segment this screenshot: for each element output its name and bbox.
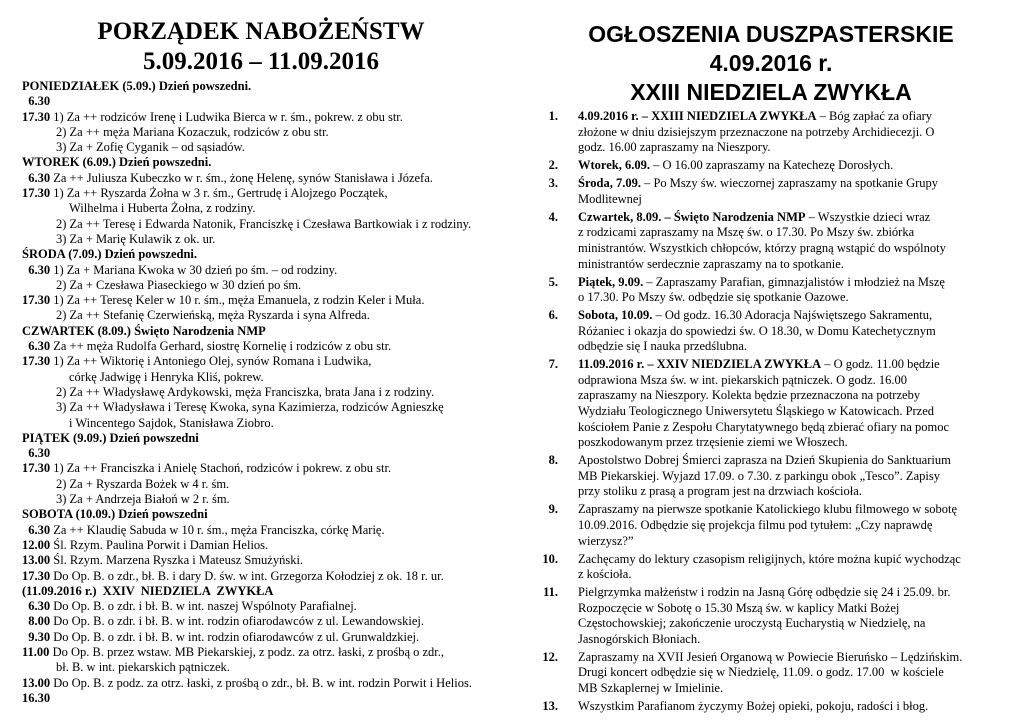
schedule-line [22, 110, 500, 125]
schedule-day-heading [22, 79, 500, 94]
announcement-line [578, 257, 1006, 273]
announcement-text: – Od godz. 16.30 Adoracja Najświętszego Sakramentu, [652, 308, 933, 323]
announcement-line [578, 435, 1006, 451]
schedule-line [22, 293, 500, 308]
schedule-title: PORZĄDEK NABOŻEŃSTW [97, 18, 425, 45]
mass-time: 12.00 [22, 537, 51, 552]
announcement-text: odbędzie się I nauka przedślubna. [578, 339, 748, 354]
announcement-text: zapraszamy na Nieszpory. Kolekta będzie przeznaczona na potrzeby [578, 388, 921, 403]
announcement-text: godz. 16.00 zapraszamy na Nieszpory. [578, 140, 771, 155]
announcement-line [578, 308, 1006, 324]
schedule-line [22, 94, 500, 109]
mass-time: 17.30 [22, 568, 51, 583]
mass-intention: bł. B. w int. piekarskich pątniczek. [56, 660, 230, 675]
mass-intention: 2) Za ++ męża Mariana Kozaczuk, rodziców z obu str. [56, 124, 329, 139]
mass-intention: 1) Za ++ rodziców Irenę i Ludwika Bierca w r. śm., pokrew. z obu str. [50, 109, 403, 124]
announcement-text: – Wszystkie dzieci wraz [805, 209, 931, 224]
mass-time: 16.30 [22, 690, 51, 705]
announcement-text: przy stoliku z prasą a program jest na drzwiach kościoła. [578, 484, 862, 499]
mass-intention: 3) Za + Marię Kulawik z ok. ur. [56, 231, 216, 246]
announcement-text: Rozpoczęcie w Sobotę o 15.30 Mszą św. w kaplicy Matki Bożej [578, 600, 900, 615]
announcement-heading: Piątek, 9.09. [578, 274, 644, 289]
announcement-text: ministrantów. Wszystkich chłopców, którzy pragną wstąpić do wspólnoty [578, 240, 946, 255]
announcement-line [578, 339, 1006, 355]
mass-time: 6.30 [22, 170, 51, 185]
announcement-line [578, 290, 1006, 306]
announcement-line [578, 681, 1006, 697]
announcement-text: Częstochowskiej; zakończenie uroczystą Eucharystią w Niedzielę, na [578, 616, 926, 631]
announcement-text: 10.09.2016. Odbędzie się projekcja filmu pod tytułem: „Czy naprawdę [578, 517, 933, 532]
mass-intention: 1) Za ++ Teresę Keler w 10 r. śm., męża Emanuela, z rodzin Keler i Muła. [50, 293, 425, 308]
announcement-text: z kościoła. [578, 567, 632, 582]
announcement-text: Pielgrzymka małżeństw i rodzin na Jasną Górę odbędzie się 24 i 25.09. br. [578, 585, 951, 600]
announcement-number: 8. [548, 453, 558, 468]
mass-time: 17.30 [22, 186, 51, 201]
schedule-line [22, 416, 500, 431]
mass-time: 6.30 [22, 94, 51, 109]
announcement-text: – O godz. 11.00 będzie [821, 357, 940, 372]
announcement-line [578, 484, 1006, 500]
announcement-line [578, 469, 1006, 485]
mass-time: 9.30 [22, 629, 51, 644]
schedule-line [22, 660, 500, 675]
announcement-line [578, 158, 1006, 174]
announcement-number: 9. [548, 502, 558, 517]
announcement-line [578, 125, 1006, 141]
schedule-line [22, 492, 500, 507]
announcement-item [536, 552, 1006, 583]
announcement-item [536, 585, 1006, 647]
announcement-line [578, 502, 1006, 518]
announcement-item [536, 453, 1006, 500]
announcement-text: poszkodowanym przez trzęsienie ziemi we Włoszech. [578, 435, 848, 450]
announcement-line [578, 632, 1006, 648]
announcement-item [536, 158, 1006, 174]
schedule-day-heading [22, 431, 500, 446]
announcement-item [536, 357, 1006, 451]
schedule-line [22, 232, 500, 247]
schedule-day-heading [22, 507, 500, 522]
announcement-item [536, 699, 1006, 715]
mass-time: 6.30 [22, 262, 51, 277]
mass-intention: 2) Za ++ Stefanię Czerwieńską, męża Ryszarda i syna Alfreda. [56, 308, 370, 323]
mass-intention: Do Op. B. z podz. za otrz. łaski, z prośbą o zdr., bł. B. w int. rodzin Porwit i Helios. [50, 675, 472, 690]
announcement-line [578, 518, 1006, 534]
schedule-line [22, 523, 500, 538]
schedule-line [22, 370, 500, 385]
announcement-heading: 11.09.2016 r. – XXIV NIEDZIELA ZWYKŁA [578, 357, 822, 372]
announcement-text: Jasnogórskich Błoniach. [578, 631, 701, 646]
schedule-line [22, 140, 500, 155]
schedule-list [22, 79, 500, 706]
announcement-line [578, 109, 1006, 125]
schedule-line [22, 553, 500, 568]
announcement-line [578, 420, 1006, 436]
schedule-line [22, 645, 500, 660]
announcement-line [578, 324, 1006, 340]
day-label: (11.09.2016 r.) XXIV NIEDZIELA ZWYKŁA [22, 583, 274, 598]
schedule-day-heading [22, 324, 500, 339]
mass-time: 17.30 [22, 293, 51, 308]
announcement-line [578, 192, 1006, 208]
day-label: WTOREK (6.09.) Dzień powszedni. [22, 155, 212, 170]
schedule-line [22, 461, 500, 476]
mass-time: 11.00 [22, 644, 50, 659]
mass-schedule-column [22, 0, 500, 706]
mass-time: 6.30 [22, 446, 51, 461]
mass-intention: 2) Za + Czesława Piaseckiego w 30 dzień po śm. [56, 277, 302, 292]
announcement-heading: 4.09.2016 r. – XXIII NIEDZIELA ZWYKŁA [578, 109, 817, 123]
mass-intention: 1) Za ++ Ryszarda Żołna w 3 r. śm., Gertrudę i Alojzego Początek, [50, 186, 388, 201]
announcement-text: Zapraszamy na pierwsze spotkanie Katolickiego klubu filmowego w sobotę [578, 502, 958, 517]
announcement-item [536, 210, 1006, 272]
announcement-text: z rodzicami zapraszamy na Mszę św. o 17.30. Po Mszy św. zbiórka [578, 225, 915, 240]
mass-intention: Za ++ męża Rudolfa Gerhard, siostrę Kornelię i rodziców z obu str. [50, 339, 392, 354]
announcement-item [536, 308, 1006, 355]
announcement-line [578, 585, 1006, 601]
schedule-line [22, 477, 500, 492]
announcement-line [578, 665, 1006, 681]
announcement-line [578, 453, 1006, 469]
announcement-line [578, 275, 1006, 291]
announcement-text: o 17.30. Po Mszy św. odbędzie się spotkanie Oazowe. [578, 290, 849, 305]
announcement-item [536, 275, 1006, 306]
schedule-line [22, 339, 500, 354]
announcement-text: – Po Mszy św. wieczornej zapraszamy na spotkanie Grupy [640, 176, 939, 191]
announcement-line [578, 534, 1006, 550]
announcement-text: Wydziału Teologicznego Uniwersytetu Śląskiego w Katowicach. Przed [578, 404, 935, 419]
mass-intention: 1) Za + Mariana Kwoka w 30 dzień po śm. – od rodziny. [50, 262, 338, 277]
announcement-line [578, 210, 1006, 226]
announcement-item [536, 502, 1006, 549]
announcements-title: OGŁOSZENIA DUSZPASTERSKIE [588, 21, 954, 47]
announcement-line [578, 357, 1006, 373]
announcement-text: Wszystkim Parafianom życzymy Bożej opieki, pokoju, radości i błog. [578, 699, 929, 714]
mass-intention: Wilhelma i Huberta Żołna, z rodziny. [69, 201, 256, 216]
mass-intention: Do Op. B. o zdr., bł. B. i dary D. św. w int. Grzegorza Kołodziej z ok. 18 r. ur. [50, 568, 444, 583]
announcement-number: 7. [548, 357, 558, 372]
mass-intention: Do Op. B. o zdr. i bł. B. w int. rodzin ofiarodawców z ul. Grunwaldzkiej. [50, 629, 420, 644]
announcement-number: 6. [548, 308, 558, 323]
announcement-text: odprawiona Msza św. w int. piekarskich pątniczek. O godz. 16.00 [578, 372, 907, 387]
announcement-line [578, 650, 1006, 666]
mass-intention: i Wincentego Sajdok, Stanisława Ziobro. [69, 415, 274, 430]
announcement-text: złożone w dniu dzisiejszym przeznaczone na potrzeby Archidiecezji. O [578, 124, 935, 139]
schedule-line [22, 125, 500, 140]
announcement-heading: Czwartek, 8.09. – Święto Narodzenia NMP [578, 209, 806, 224]
schedule-line [22, 569, 500, 584]
mass-time: 13.00 [22, 675, 51, 690]
day-label: PONIEDZIAŁEK (5.09.) Dzień powszedni. [22, 79, 252, 93]
announcement-item [536, 109, 1006, 156]
schedule-line [22, 691, 500, 706]
announcement-heading: Sobota, 10.09. [578, 308, 653, 323]
schedule-line [22, 446, 500, 461]
day-label: SOBOTA (10.09.) Dzień powszedni [22, 507, 208, 522]
announcements-list [536, 109, 1006, 715]
announcement-number: 2. [548, 158, 558, 173]
mass-intention: 3) Za ++ Władysława i Teresę Kwoka, syna Kazimierza, rodziców Agnieszkę [56, 400, 444, 415]
mass-time: 8.00 [22, 614, 51, 629]
announcement-line [578, 552, 1006, 568]
announcement-text: wierzysz?” [578, 533, 634, 548]
mass-time: 17.30 [22, 354, 51, 369]
announcement-number: 13. [542, 699, 558, 714]
announcement-text: – Zapraszamy Parafian, gimnazjalistów i młodzież na Mszę [643, 274, 945, 289]
announcement-line [578, 225, 1006, 241]
announcement-heading: Wtorek, 6.09. [578, 158, 650, 173]
mass-intention: 2) Za + Ryszarda Bożek w 4 r. śm. [56, 476, 230, 491]
mass-intention: Za ++ Klaudię Sabuda w 10 r. śm., męża Franciszka, córkę Marię. [50, 522, 385, 537]
schedule-line [22, 186, 500, 201]
mass-intention: córkę Jadwigę i Henryka Kliś, pokrew. [69, 369, 264, 384]
mass-time: 6.30 [22, 522, 51, 537]
announcement-heading: Środa, 7.09. [578, 176, 641, 191]
mass-intention: Do Op. B. przez wstaw. MB Piekarskiej, z podz. za otrz. łaski, z prośbą o zdr., [49, 644, 445, 659]
mass-time: 17.30 [22, 461, 51, 476]
announcement-line [578, 373, 1006, 389]
mass-intention: 2) Za ++ Władysławę Ardykowski, męża Franciszka, brata Jana i z rodziny. [56, 384, 435, 399]
announcement-text: Drugi koncert odbędzie się w Niedzielę, 11.09. o godz. 17.00 w kościele [578, 665, 944, 680]
announcement-line [578, 404, 1006, 420]
mass-intention: Śl. Rzym. Paulina Porwit i Damian Helios. [50, 537, 269, 552]
mass-intention: 3) Za + Zofię Cyganik – od sąsiadów. [56, 140, 245, 155]
announcements-column [536, 0, 1006, 717]
announcement-line [578, 567, 1006, 583]
schedule-line [22, 217, 500, 232]
announcement-text: ministrantów serdecznie zapraszamy na to spotkanie. [578, 256, 844, 271]
announcement-line [578, 616, 1006, 632]
schedule-line [22, 538, 500, 553]
announcement-number: 12. [542, 649, 558, 664]
announcement-number: 5. [548, 274, 558, 289]
announcements-sunday: XXIII NIEDZIELA ZWYKŁA [630, 79, 912, 105]
schedule-line [22, 354, 500, 369]
announcement-item [536, 176, 1006, 207]
schedule-day-heading [22, 155, 500, 170]
announcement-text: MB Szkaplernej w Imielinie. [578, 681, 724, 696]
day-label: ŚRODA (7.09.) Dzień powszedni. [22, 247, 198, 262]
schedule-day-heading [22, 584, 500, 599]
mass-intention: Śl. Rzym. Marzena Ryszka i Mateusz Smużyński. [50, 553, 304, 568]
mass-intention: 1) Za ++ Wiktorię i Antoniego Olej, synów Romana i Ludwika, [50, 354, 372, 369]
announcement-text: Różaniec i okazja do spowiedzi św. O 18.30, w Domu Katechetycznym [578, 323, 936, 338]
announcement-number: 3. [548, 176, 558, 191]
schedule-line [22, 630, 500, 645]
announcement-line [578, 176, 1006, 192]
mass-intention: Do Op. B. o zdr. i bł. B. w int. rodzin ofiarodawców z ul. Lewandowskiej. [50, 614, 425, 629]
announcement-line [578, 241, 1006, 257]
announcement-text: MB Piekarskiej. Wyjazd 17.09. o 7.30. z parkingu obok „Tesco”. Zapisy [578, 468, 940, 483]
announcement-text: Zachęcamy do lektury czasopism religijnych, które można kupić wychodząc [578, 551, 961, 566]
day-label: CZWARTEK (8.09.) Święto Narodzenia NMP [22, 323, 266, 338]
schedule-line [22, 308, 500, 323]
schedule-line [22, 599, 500, 614]
mass-intention: Do Op. B. o zdr. i bł. B. w int. naszej Wspólnoty Parafialnej. [50, 599, 357, 614]
mass-intention: 1) Za ++ Franciszka i Anielę Stachoń, rodziców i pokrew. z obu str. [50, 461, 392, 476]
mass-time: 17.30 [22, 109, 51, 124]
announcement-text: Modlitewnej [578, 191, 642, 206]
mass-intention: 3) Za + Andrzeja Białoń w 2 r. śm. [56, 492, 230, 507]
schedule-line [22, 676, 500, 691]
day-label: PIĄTEK (9.09.) Dzień powszedni [22, 430, 199, 445]
announcement-number: 11. [543, 585, 558, 600]
mass-intention: Za ++ Juliusza Kubeczko w r. śm., żonę Helenę, synów Stanisława i Józefa. [50, 170, 433, 185]
announcements-date: 4.09.2016 r. [709, 50, 833, 76]
mass-intention: 2) Za ++ Teresę i Edwarda Natonik, Franciszkę i Czesława Bartkowiak i z rodziny. [56, 216, 472, 231]
schedule-date-range: 5.09.2016 – 11.09.2016 [142, 48, 380, 75]
announcement-text: Zapraszamy na XVII Jesień Organową w Powiecie Bieruńsko – Lędzińskim. [578, 649, 963, 664]
schedule-line [22, 201, 500, 216]
announcement-line [578, 601, 1006, 617]
schedule-line [22, 400, 500, 415]
schedule-line [22, 385, 500, 400]
announcement-line [578, 140, 1006, 156]
announcement-item [536, 650, 1006, 697]
mass-time: 6.30 [22, 599, 51, 614]
announcement-number: 4. [548, 209, 558, 224]
announcement-line [578, 699, 1006, 715]
schedule-day-heading [22, 247, 500, 262]
mass-time: 13.00 [22, 553, 51, 568]
announcement-text: – Bóg zapłać za ofiary [816, 109, 933, 123]
schedule-line [22, 171, 500, 186]
announcement-text: Apostolstwo Dobrej Śmierci zaprasza na Dzień Skupienia do Sanktuarium [578, 453, 951, 468]
announcement-text: – O 16.00 zapraszamy na Katechezę Dorosłych. [650, 158, 894, 173]
announcement-text: kościołem Panie z Zespołu Charytatywnego będą zbierać ofiary na pomoc [578, 419, 950, 434]
mass-time: 6.30 [22, 339, 51, 354]
schedule-line [22, 263, 500, 278]
announcement-number: 1. [548, 109, 558, 123]
schedule-line [22, 278, 500, 293]
announcement-number: 10. [542, 551, 558, 566]
announcement-line [578, 388, 1006, 404]
schedule-line [22, 614, 500, 629]
